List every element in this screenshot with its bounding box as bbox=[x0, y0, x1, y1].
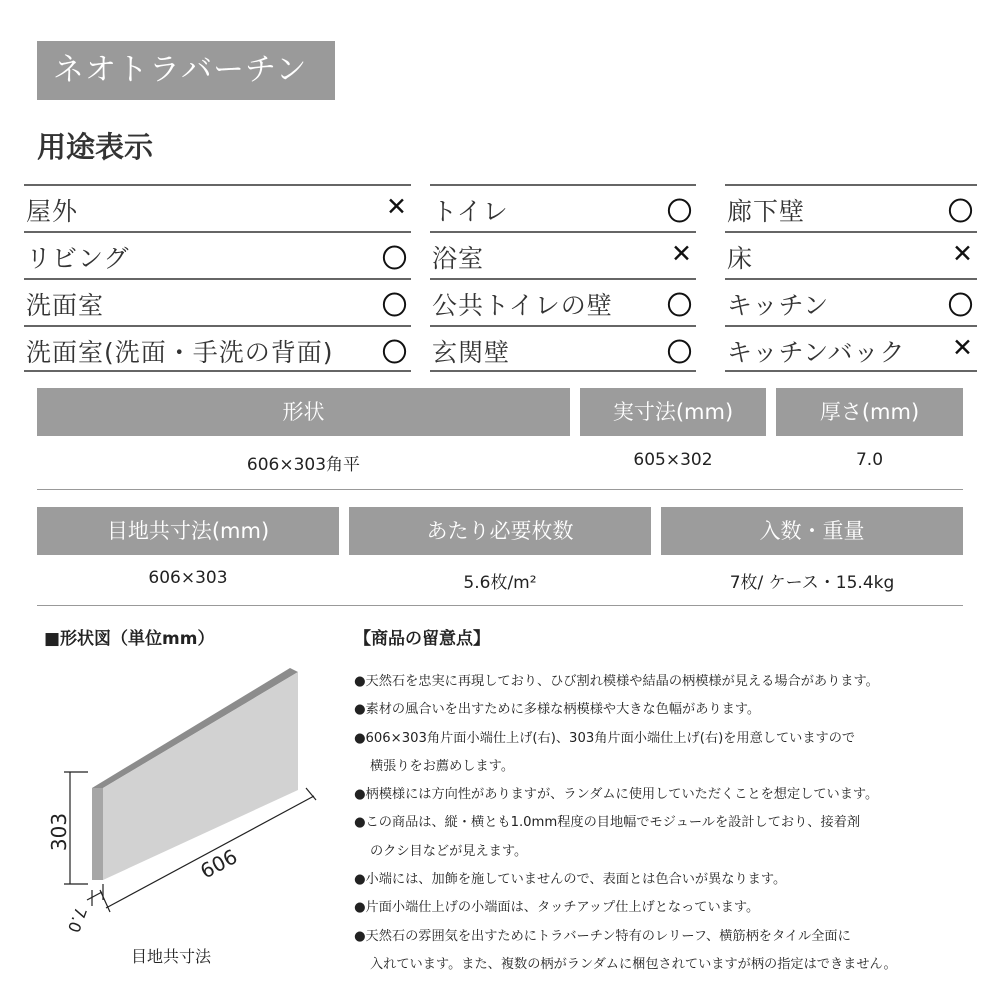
tile-face bbox=[103, 672, 298, 880]
shape-diagram-title: ■形状図（単位mm） bbox=[44, 629, 215, 649]
usage-mark: 〇 bbox=[666, 291, 692, 320]
pack-weight-value: 7枚/ ケース・15.4kg bbox=[729, 573, 895, 593]
note-line: ●素材の風合いを出すために多様な柄模様や大きな色幅があります。 bbox=[354, 702, 761, 718]
note-line: ●天然石の雰囲気を出すためにトラバーチン特有のレリーフ、横筋柄をタイル全面に bbox=[354, 928, 851, 944]
usage-mark: ✕ bbox=[952, 333, 973, 362]
note-line: 入れています。また、複数の柄がランダムに梱包されていますが柄の指定はできません。 bbox=[370, 956, 897, 972]
tile-shape-diagram bbox=[40, 660, 340, 945]
usage-row bbox=[725, 231, 977, 278]
product-name-banner: ネオトラバーチン bbox=[37, 41, 335, 100]
actual-size-header: 実寸法(mm) bbox=[580, 388, 766, 436]
notes-title: 【商品の留意点】 bbox=[354, 629, 490, 649]
note-line: のクシ目などが見えます。 bbox=[370, 843, 528, 859]
joint-size-value: 606×303 bbox=[148, 568, 228, 588]
note-line: ●小端には、加飾を施していませんので、表面とは色合いが異なります。 bbox=[354, 872, 787, 888]
actual-size-value: 605×302 bbox=[633, 450, 713, 470]
tile-side-edge bbox=[92, 788, 103, 880]
usage-label: リビング bbox=[26, 244, 130, 273]
shape-value: 606×303角平 bbox=[246, 455, 361, 475]
thickness-dimension-label: 7.0 bbox=[63, 904, 91, 936]
note-line: 横張りをお薦めします。 bbox=[370, 758, 515, 774]
usage-mark: ✕ bbox=[952, 239, 973, 268]
usage-row bbox=[430, 278, 696, 325]
width-dimension-label: 606 bbox=[196, 844, 242, 884]
note-line: ●606×303角片面小端仕上げ(右)、303角片面小端仕上げ(右)を用意していますので bbox=[354, 730, 856, 746]
usage-row bbox=[725, 184, 977, 231]
usage-row bbox=[24, 278, 411, 325]
usage-label: 公共トイレの壁 bbox=[432, 291, 613, 320]
divider bbox=[37, 489, 963, 490]
shape-header: 形状 bbox=[37, 388, 570, 436]
usage-section-title: 用途表示 bbox=[37, 130, 154, 164]
usage-label: 洗面室(洗面・手洗の背面) bbox=[26, 338, 334, 367]
thickness-header: 厚さ(mm) bbox=[776, 388, 963, 436]
usage-label: 廊下壁 bbox=[727, 197, 806, 226]
usage-mark: ✕ bbox=[386, 192, 407, 221]
notes-list bbox=[354, 668, 994, 979]
usage-mark: 〇 bbox=[947, 197, 973, 226]
shape-diagram-caption: 目地共寸法 bbox=[131, 947, 212, 966]
usage-mark: ✕ bbox=[671, 239, 692, 268]
usage-column-2 bbox=[430, 184, 696, 372]
usage-row bbox=[725, 278, 977, 325]
usage-mark: 〇 bbox=[666, 338, 692, 367]
usage-mark: 〇 bbox=[947, 291, 973, 320]
usage-label: キッチンバック bbox=[727, 338, 906, 367]
usage-row bbox=[24, 231, 411, 278]
note-line: ●片面小端仕上げの小端面は、タッチアップ仕上げとなっています。 bbox=[354, 900, 760, 916]
usage-mark: 〇 bbox=[381, 338, 407, 367]
usage-row bbox=[430, 184, 696, 231]
usage-label: トイレ bbox=[432, 197, 509, 226]
usage-row bbox=[430, 325, 696, 372]
usage-label: キッチン bbox=[727, 291, 830, 320]
usage-row bbox=[725, 325, 977, 372]
usage-mark: 〇 bbox=[666, 197, 692, 226]
usage-row bbox=[24, 325, 411, 372]
usage-column-1 bbox=[24, 184, 411, 372]
usage-label: 浴室 bbox=[432, 244, 485, 273]
per-sqm-value: 5.6枚/m² bbox=[463, 573, 537, 593]
per-sqm-header: あたり必要枚数 bbox=[349, 507, 651, 555]
height-dimension-label: 303 bbox=[47, 812, 71, 852]
usage-label: 洗面室 bbox=[26, 291, 105, 320]
pack-weight-header: 入数・重量 bbox=[661, 507, 963, 555]
note-line: ●この商品は、縦・横とも1.0mm程度の目地幅でモジュールを設計しており、接着剤 bbox=[354, 815, 861, 831]
usage-column-3 bbox=[725, 184, 977, 372]
usage-row bbox=[430, 231, 696, 278]
joint-size-header: 目地共寸法(mm) bbox=[37, 507, 339, 555]
note-line: ●天然石を忠実に再現しており、ひび割れ模様や結晶の柄模様が見える場合があります。 bbox=[354, 674, 879, 689]
usage-mark: 〇 bbox=[381, 244, 407, 273]
usage-label: 屋外 bbox=[26, 197, 79, 226]
usage-mark: 〇 bbox=[381, 291, 407, 320]
thickness-value: 7.0 bbox=[855, 450, 884, 470]
usage-label: 玄関壁 bbox=[432, 338, 511, 367]
usage-label: 床 bbox=[727, 244, 754, 273]
usage-row bbox=[24, 184, 411, 231]
divider bbox=[37, 605, 963, 606]
note-line: ●柄模様には方向性がありますが、ランダムに使用していただくことを想定しています。 bbox=[354, 787, 879, 803]
